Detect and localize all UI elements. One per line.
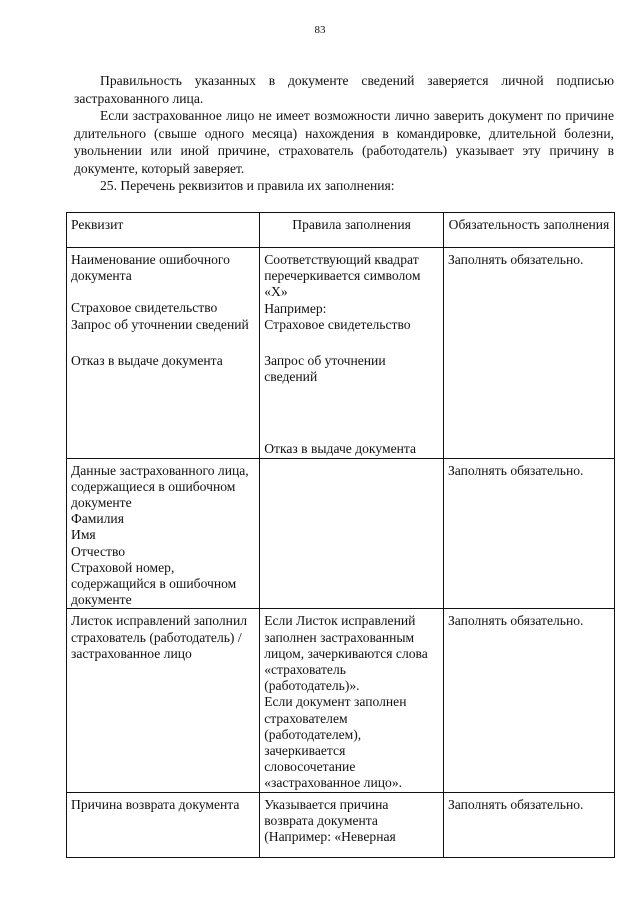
paragraph-requisites-heading: 25. Перечень реквизитов и правила их заполнения: (100, 178, 395, 193)
cell-rules (260, 458, 444, 609)
page-number: 83 (314, 24, 326, 36)
requisite-option-refusal: Отказ в выдаче документа (71, 352, 223, 368)
paragraph-employer-certify: Если застрахованное лицо не имеет возможности лично заверить документ по причине длительного (свыше одного месяца) нахождения в командировке, длительной болезни, увольнении или иной причине, страхователь (работодатель) указывает эту причину в документе, который заверяет. (74, 108, 614, 176)
cell-requisite: Причина возврата документа (67, 792, 260, 857)
cell-requisite: Листок исправлений заполнил страхователь (работодатель) / застрахованное лицо (67, 609, 260, 792)
paragraph-signature: Правильность указанных в документе сведений заверяется личной подписью застрахованного лица. (74, 73, 614, 106)
cell-rules: Указывается причина возврата документа (Например: «Неверная (260, 792, 444, 857)
requisites-table (66, 212, 615, 858)
cell-obligation: Заполнять обязательно. (443, 792, 614, 857)
table-row (67, 248, 615, 459)
requisite-name: Наименование ошибочного документа (71, 252, 230, 284)
requisite-surname: Фамилия (71, 511, 124, 527)
table-row (67, 792, 615, 857)
table-row (67, 458, 615, 609)
rule-text: Если Листок исправлений заполнен застрахованным лицом, зачеркиваются слова «страхователь (работодатель)». (264, 613, 428, 694)
header-requisite: Реквизит (67, 213, 260, 248)
header-obligation: Обязательность заполнения (443, 213, 614, 248)
requisite-option-certificate: Страховое свидетельство (71, 300, 218, 316)
rule-example-certificate: Страховое свидетельство (264, 316, 411, 332)
rule-text: Если документ заполнен страхователем (работодателем), зачеркивается словосочетание «застрахованное лицо». (264, 694, 407, 791)
header-rules: Правила заполнения (260, 213, 444, 248)
intro-text (74, 72, 614, 195)
requisite-insurance-number: Страховой номер, содержащийся в ошибочном документе (71, 559, 237, 608)
table-header-row (67, 213, 615, 248)
cell-obligation: Заполнять обязательно. (443, 609, 614, 792)
requisite-name: Данные застрахованного лица, содержащиеся в ошибочном документе (71, 462, 249, 511)
rule-example-refusal: Отказ в выдаче документа (264, 441, 417, 457)
requisite-first-name: Имя (71, 527, 96, 543)
table-row (67, 609, 615, 792)
rule-example-request: Запрос об уточнении сведений (264, 353, 386, 385)
cell-rules (260, 609, 444, 792)
cell-rules (260, 248, 444, 459)
cell-requisite (67, 248, 260, 459)
rule-example-label: Например: (264, 300, 327, 316)
rule-text: Соответствующий квадрат перечеркивается символом «Х» (264, 252, 421, 300)
cell-obligation: Заполнять обязательно. (443, 458, 614, 609)
cell-requisite (67, 458, 260, 609)
cell-obligation: Заполнять обязательно. (443, 248, 614, 459)
requisite-option-request: Запрос об уточнении сведений (71, 316, 249, 332)
requisite-patronymic: Отчество (71, 543, 126, 559)
